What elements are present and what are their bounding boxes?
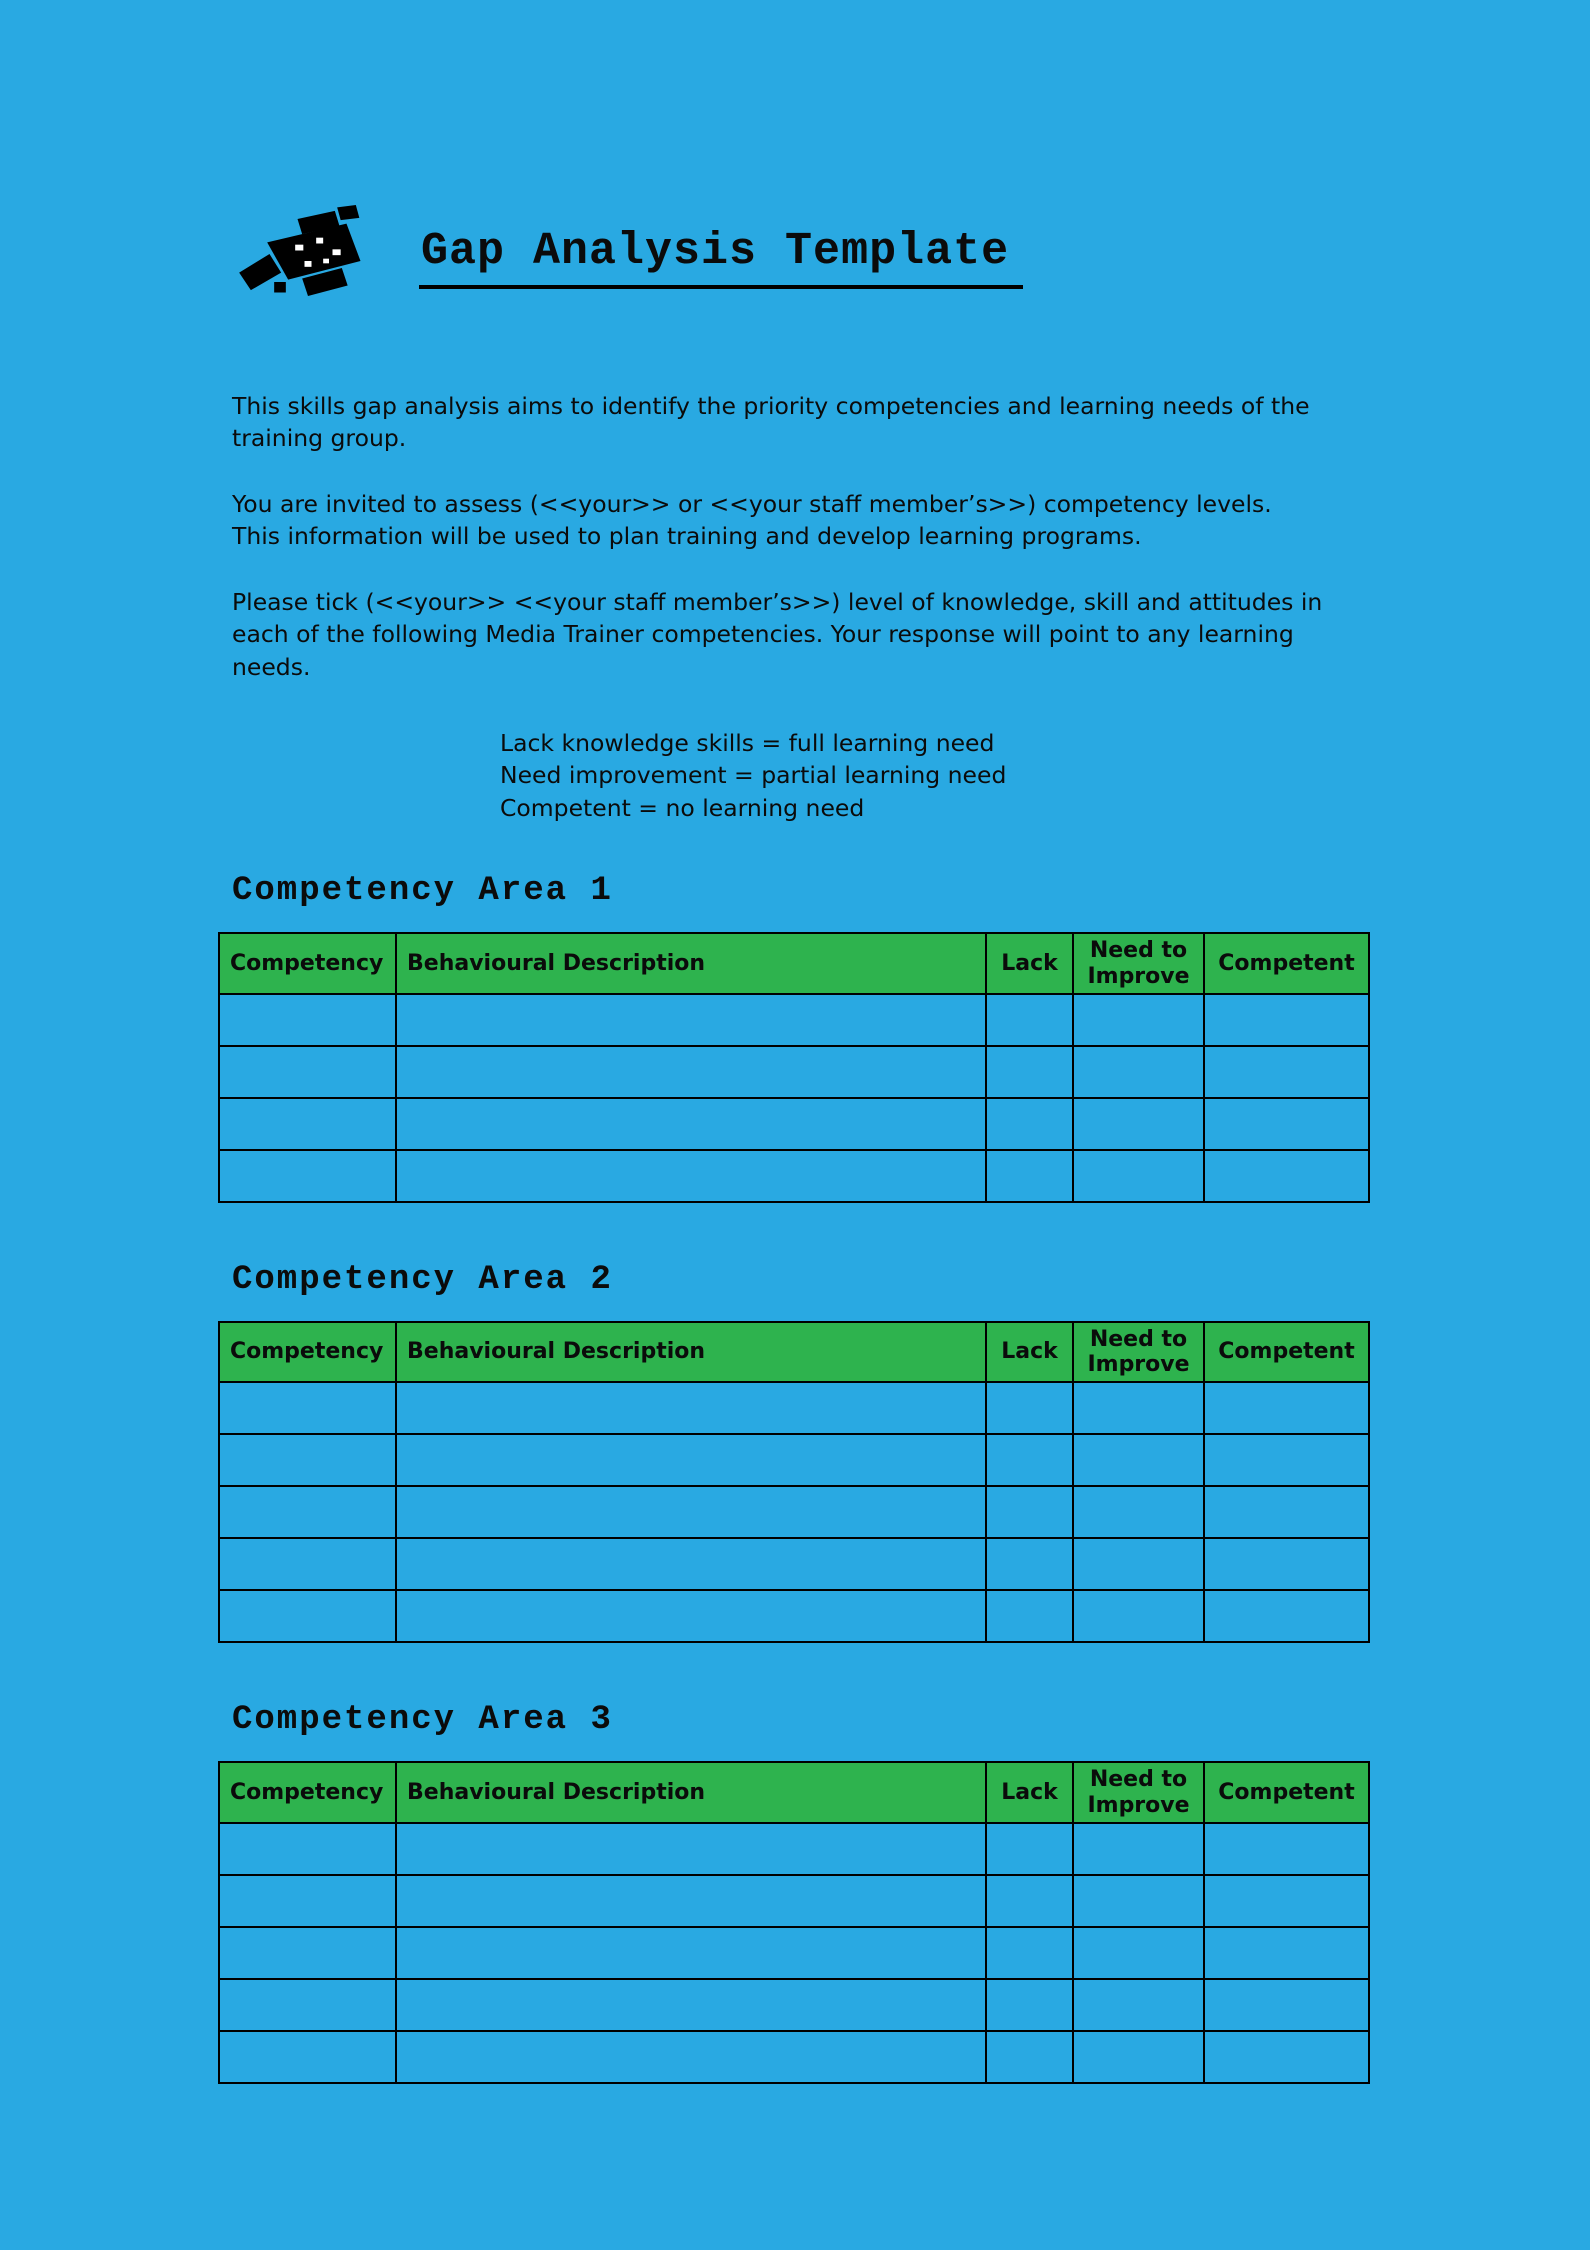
cell-competency[interactable]: [219, 1434, 396, 1486]
cell-description[interactable]: [396, 1875, 986, 1927]
cell-lack[interactable]: [986, 1046, 1073, 1098]
cell-need-improve[interactable]: [1073, 994, 1204, 1046]
header-need-to-improve: Need to Improve: [1073, 1322, 1204, 1383]
section-competency-area-3: [232, 1701, 1400, 2084]
cell-competency[interactable]: [219, 2031, 396, 2083]
cell-competent[interactable]: [1204, 1434, 1369, 1486]
cell-competent[interactable]: [1204, 1979, 1369, 2031]
cell-lack[interactable]: [986, 1927, 1073, 1979]
cell-lack[interactable]: [986, 1979, 1073, 2031]
table-row: [219, 1098, 1369, 1150]
table-header-row: [219, 1322, 1369, 1383]
header-competent: Competent: [1204, 1762, 1369, 1823]
cell-competency[interactable]: [219, 1590, 396, 1642]
intro-paragraph-3: Please tick (<<your>> <<your staff member’s>>) level of knowledge, skill and attitudes in each of the following Media Trainer competencies. Your response will point to any learning needs.: [232, 587, 1323, 681]
video-camera-icon: [232, 205, 377, 310]
header-competent: Competent: [1204, 1322, 1369, 1383]
cell-lack[interactable]: [986, 1486, 1073, 1538]
cell-competent[interactable]: [1204, 1538, 1369, 1590]
legend-line-need-improvement: Need improvement = partial learning need: [500, 761, 1007, 790]
cell-competent[interactable]: [1204, 1486, 1369, 1538]
competency-table-1: [218, 932, 1370, 1203]
cell-competent[interactable]: [1204, 1150, 1369, 1202]
cell-competency[interactable]: [219, 1927, 396, 1979]
rating-legend: [500, 727, 1400, 824]
cell-competent[interactable]: [1204, 1823, 1369, 1875]
header-competency: Competency: [219, 1322, 396, 1383]
header-competency: Competency: [219, 1762, 396, 1823]
cell-lack[interactable]: [986, 994, 1073, 1046]
intro-paragraph-2a: You are invited to assess (<<your>> or <<your staff member’s>>) competency levels.: [232, 489, 1272, 518]
header-lack: Lack: [986, 933, 1073, 994]
cell-need-improve[interactable]: [1073, 1590, 1204, 1642]
table-row: [219, 1434, 1369, 1486]
table-row: [219, 1382, 1369, 1434]
table-row: [219, 1927, 1369, 1979]
table-row: [219, 1979, 1369, 2031]
cell-description[interactable]: [396, 1590, 986, 1642]
table-row: [219, 1538, 1369, 1590]
header-competency: Competency: [219, 933, 396, 994]
cell-description[interactable]: [396, 1979, 986, 2031]
header-need-to-improve: Need to Improve: [1073, 933, 1204, 994]
cell-need-improve[interactable]: [1073, 1098, 1204, 1150]
cell-need-improve[interactable]: [1073, 1875, 1204, 1927]
cell-need-improve[interactable]: [1073, 1823, 1204, 1875]
cell-lack[interactable]: [986, 1538, 1073, 1590]
cell-competency[interactable]: [219, 1979, 396, 2031]
cell-competency[interactable]: [219, 1875, 396, 1927]
document-header: [232, 205, 1400, 310]
competency-table-3: [218, 1761, 1370, 2084]
table-row: [219, 2031, 1369, 2083]
header-lack: Lack: [986, 1322, 1073, 1383]
header-lack: Lack: [986, 1762, 1073, 1823]
cell-competency[interactable]: [219, 994, 396, 1046]
table-row: [219, 994, 1369, 1046]
cell-description[interactable]: [396, 1927, 986, 1979]
cell-lack[interactable]: [986, 1590, 1073, 1642]
cell-competency[interactable]: [219, 1823, 396, 1875]
cell-competency[interactable]: [219, 1046, 396, 1098]
section-competency-area-2: [232, 1261, 1400, 1644]
cell-competent[interactable]: [1204, 994, 1369, 1046]
cell-competency[interactable]: [219, 1486, 396, 1538]
cell-need-improve[interactable]: [1073, 1979, 1204, 2031]
cell-competent[interactable]: [1204, 1046, 1369, 1098]
cell-need-improve[interactable]: [1073, 1382, 1204, 1434]
cell-competent[interactable]: [1204, 1875, 1369, 1927]
cell-description[interactable]: [396, 1098, 986, 1150]
header-behavioural-description: Behavioural Description: [396, 933, 986, 994]
table-row: [219, 1590, 1369, 1642]
cell-lack[interactable]: [986, 1875, 1073, 1927]
cell-need-improve[interactable]: [1073, 1927, 1204, 1979]
section-heading: Competency Area 2: [232, 1260, 613, 1299]
cell-competent[interactable]: [1204, 1382, 1369, 1434]
cell-lack[interactable]: [986, 1434, 1073, 1486]
cell-competent[interactable]: [1204, 1098, 1369, 1150]
cell-need-improve[interactable]: [1073, 1538, 1204, 1590]
section-heading: Competency Area 1: [232, 872, 613, 911]
intro-paragraph-2b: This information will be used to plan training and develop learning programs.: [232, 522, 1142, 551]
cell-description[interactable]: [396, 1046, 986, 1098]
header-behavioural-description: Behavioural Description: [396, 1322, 986, 1383]
cell-description[interactable]: [396, 1434, 986, 1486]
cell-lack[interactable]: [986, 1098, 1073, 1150]
table-row: [219, 1150, 1369, 1202]
cell-need-improve[interactable]: [1073, 1486, 1204, 1538]
cell-description[interactable]: [396, 1538, 986, 1590]
header-need-to-improve: Need to Improve: [1073, 1762, 1204, 1823]
legend-line-lack: Lack knowledge skills = full learning need: [500, 728, 995, 757]
cell-description[interactable]: [396, 1823, 986, 1875]
section-heading: Competency Area 3: [232, 1701, 613, 1740]
table-row: [219, 1046, 1369, 1098]
table-row: [219, 1486, 1369, 1538]
header-competent: Competent: [1204, 933, 1369, 994]
cell-competent[interactable]: [1204, 1927, 1369, 1979]
header-behavioural-description: Behavioural Description: [396, 1762, 986, 1823]
table-header-row: [219, 1762, 1369, 1823]
page-title: Gap Analysis Template: [419, 226, 1023, 289]
cell-description[interactable]: [396, 1486, 986, 1538]
cell-competent[interactable]: [1204, 1590, 1369, 1642]
cell-description[interactable]: [396, 1382, 986, 1434]
cell-competency[interactable]: [219, 1538, 396, 1590]
section-competency-area-1: [232, 872, 1400, 1203]
cell-description[interactable]: [396, 994, 986, 1046]
intro-paragraph-1: This skills gap analysis aims to identify the priority competencies and learning needs of the training group.: [232, 392, 1310, 453]
cell-need-improve[interactable]: [1073, 1150, 1204, 1202]
cell-need-improve[interactable]: [1073, 1434, 1204, 1486]
cell-lack[interactable]: [986, 2031, 1073, 2083]
table-row: [219, 1875, 1369, 1927]
cell-need-improve[interactable]: [1073, 1046, 1204, 1098]
cell-competency[interactable]: [219, 1098, 396, 1150]
cell-competency[interactable]: [219, 1382, 396, 1434]
cell-competency[interactable]: [219, 1150, 396, 1202]
cell-description[interactable]: [396, 1150, 986, 1202]
competency-table-2: [218, 1321, 1370, 1644]
table-row: [219, 1823, 1369, 1875]
cell-lack[interactable]: [986, 1382, 1073, 1434]
cell-lack[interactable]: [986, 1150, 1073, 1202]
cell-competent[interactable]: [1204, 2031, 1369, 2083]
cell-need-improve[interactable]: [1073, 2031, 1204, 2083]
table-header-row: [219, 933, 1369, 994]
cell-lack[interactable]: [986, 1823, 1073, 1875]
legend-line-competent: Competent = no learning need: [500, 793, 865, 822]
cell-description[interactable]: [396, 2031, 986, 2083]
